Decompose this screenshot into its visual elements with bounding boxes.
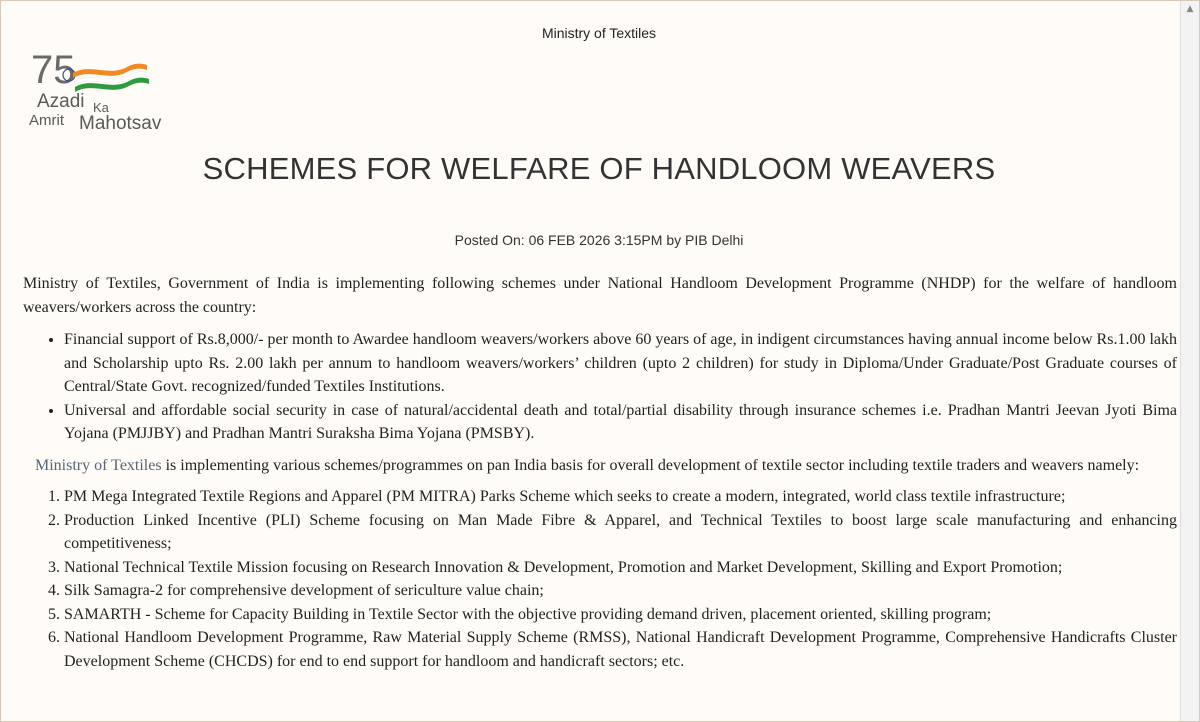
list-item: 6. National Handloom Development Programme, Raw Material Supply Scheme (RMSS), National Handicraft Development Programme, Comprehensive Handicrafts Cluster Development Scheme (CHCDS) for end to end support for handloom and handicraft sectors; etc. <box>64 626 1177 673</box>
logo-azadi: Azadi <box>37 91 85 112</box>
page-title: SCHEMES FOR WELFARE OF HANDLOOM WEAVERS <box>202 151 996 186</box>
ministry-link[interactable]: Ministry of Textiles <box>35 456 162 474</box>
welfare-bullet-list <box>23 328 1177 446</box>
logo-mahotsav: Mahotsav <box>79 113 162 133</box>
schemes-intro-paragraph <box>23 454 1177 478</box>
azadi-ka-amrit-mahotsav-logo <box>29 43 179 133</box>
logo-number: 75 <box>31 48 76 92</box>
list-item: 2. Production Linked Incentive (PLI) Scheme focusing on Man Made Fibre & Apparel, and Technical Textiles to boost large scale manufacturing and enhancing competitiveness; <box>64 509 1177 556</box>
list-item: • Universal and affordable social security in case of natural/accidental death and total/partial disability through insurance schemes i.e. Pradhan Mantri Jeevan Jyoti Bima Yojana (PMJJBY) and Pradhan Mantri Suraksha Bima Yojana (PMSBY). <box>64 399 1177 446</box>
schemes-intro-text: is implementing various schemes/programmes on pan India basis for overall development of textile sector including textile traders and weavers namely: <box>161 456 1140 474</box>
vertical-scrollbar[interactable] <box>1180 1 1199 722</box>
list-item: 1. PM Mega Integrated Textile Regions and Apparel (PM MITRA) Parks Scheme which seeks to create a modern, integrated, world class textile infrastructure; <box>64 485 1177 509</box>
scroll-up-icon[interactable]: ▲ <box>1186 4 1194 14</box>
posted-on-line: Posted On: 06 FEB 2026 3:15PM by PIB Delhi <box>454 232 744 248</box>
intro-paragraph: Ministry of Textiles, Government of India is implementing following schemes under National Handloom Development Programme (NHDP) for the welfare of handloom weavers/workers across the country: <box>23 275 1177 316</box>
ministry-name: Ministry of Textiles <box>541 25 657 41</box>
list-item: 3. National Technical Textile Mission focusing on Research Innovation & Development, Promotion and Market Development, Skilling and Export Promotion; <box>64 556 1177 580</box>
list-item: 5. SAMARTH - Scheme for Capacity Building in Textile Sector with the objective providing demand driven, placement oriented, skilling program; <box>64 603 1177 627</box>
logo-amrit: Amrit <box>29 112 64 129</box>
logo-ka: Ka <box>93 100 109 115</box>
list-item: • Financial support of Rs.8,000/- per month to Awardee handloom weavers/workers above 60 years of age, in indigent circumstances having annual income below Rs.1.00 lakh and Scholarship upto Rs. 2.00 lakh per annum to handloom weavers/workers’ children (upto 2 children) for study in Diploma/Under Graduate/Post Graduate courses of Central/State Govt. recognized/funded Textiles Institutions. <box>64 328 1177 399</box>
schemes-numbered-list <box>23 485 1177 673</box>
list-item: 4. Silk Samagra-2 for comprehensive development of sericulture value chain; <box>64 579 1177 603</box>
article-body <box>23 272 1177 673</box>
